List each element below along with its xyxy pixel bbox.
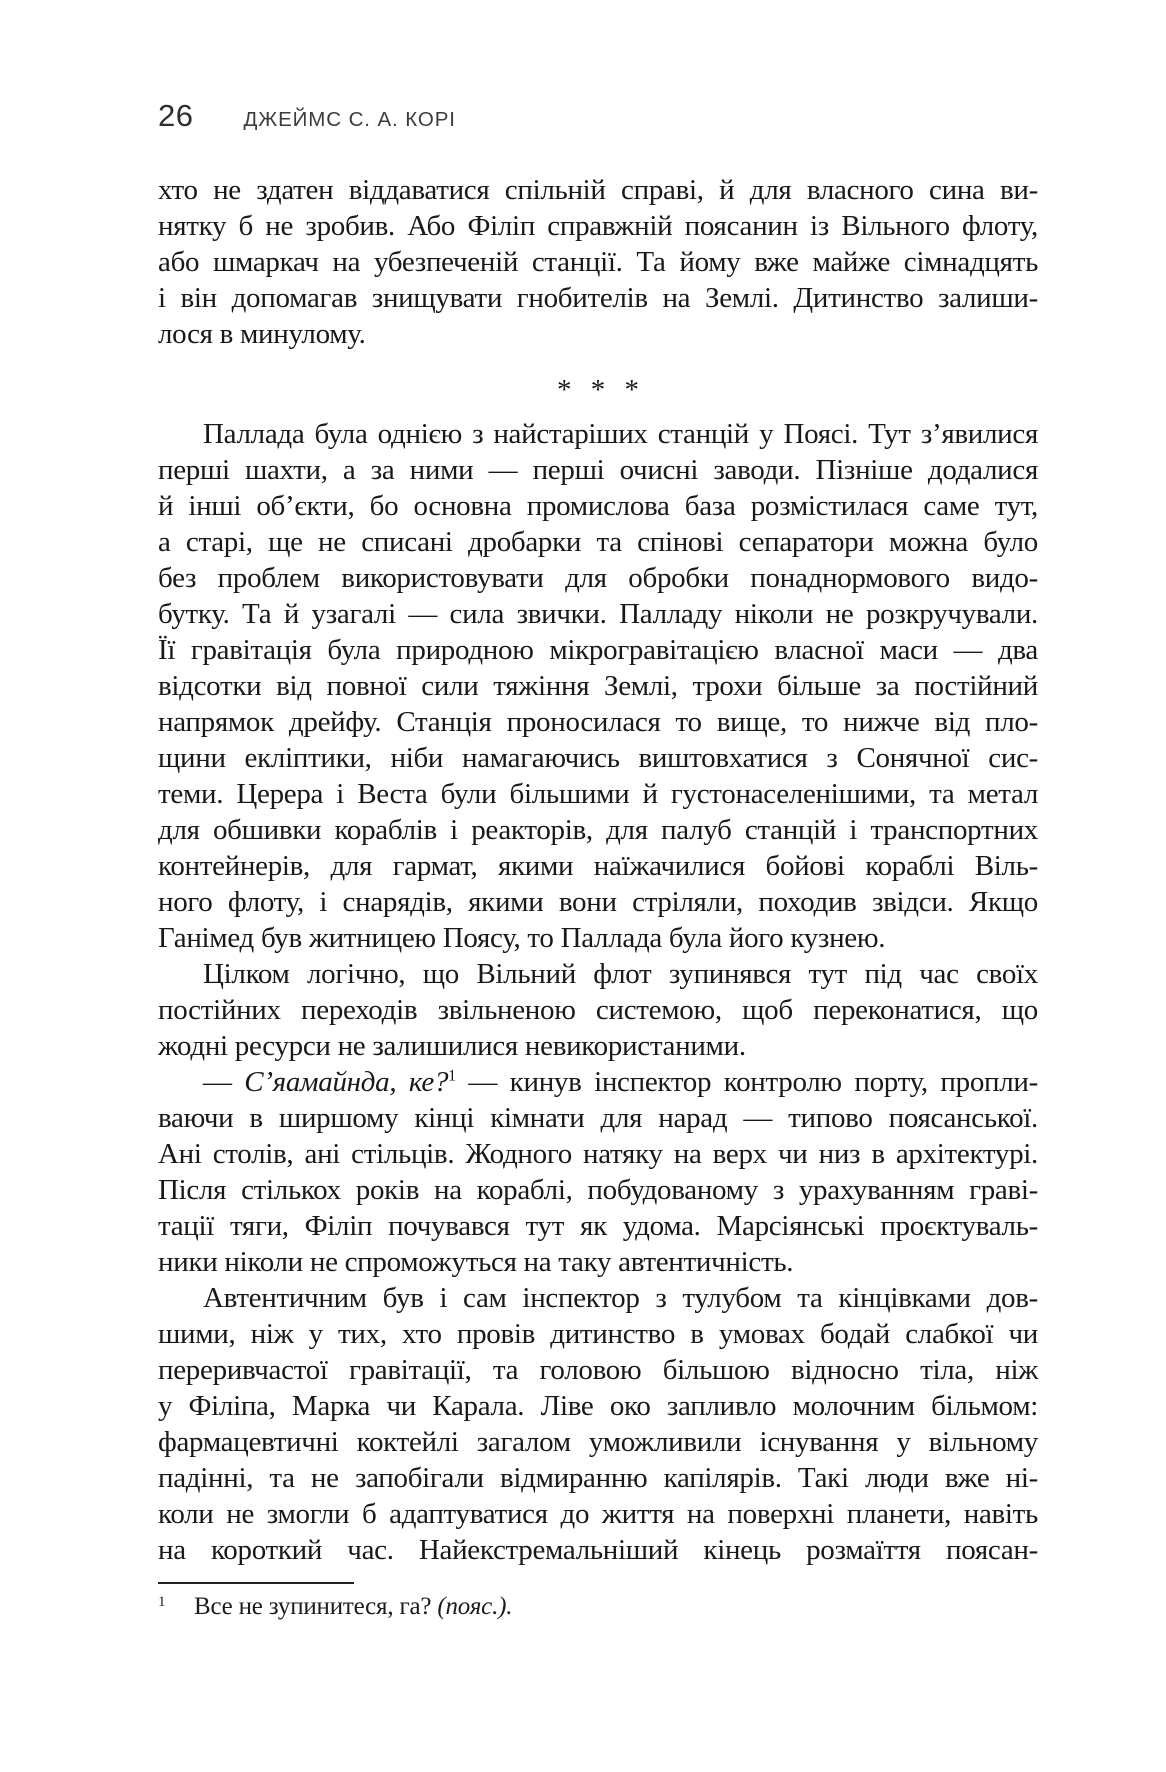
text-line: фармацевтичні коктейлі загалом уможливили існування у вільному [158, 1426, 1038, 1458]
text-line: ники ніколи не спроможуться на таку автентичність. [158, 1246, 794, 1278]
text-line: шими, ніж у тих, хто провів дитинство в умовах бодай слабкої чи [158, 1318, 1038, 1350]
running-header [158, 96, 1038, 140]
text-line-dialogue [158, 1064, 1038, 1100]
text-line: у Філіпа, Марка чи Карала. Ліве око запливло молочним більмом: [158, 1390, 1038, 1422]
text-line: хто не здатен віддаватися спільній справі, й для власного сина ви- [158, 174, 1038, 206]
footnote [158, 1592, 1038, 1625]
text-line: нятку б не зробив. Або Філіп справжній поясанин із Вільного флоту, [158, 210, 1038, 242]
text-line: Паллада була однією з найстаріших станцій у Поясі. Тут з’явилися [203, 418, 1038, 450]
text-line: лося в минулому. [158, 318, 366, 350]
text-line: коли не змогли б адаптуватися до життя на поверхні планети, навіть [158, 1498, 1038, 1530]
text-line: а старі, ще не списані дробарки та спінові сепаратори можна було [158, 526, 1038, 558]
text-line: теми. Церера і Веста були більшими й густонаселенішими, та метал [158, 778, 1038, 810]
paragraph-3 [158, 956, 1038, 1064]
page-number: 26 [158, 98, 194, 133]
text-line: постійних переходів звільненою системою, щоб переконатися, що [158, 994, 1038, 1026]
text-line: і він допомагав знищувати гнобителів на Землі. Дитинство залиши- [158, 282, 1038, 314]
text-line: ваючи в ширшому кінці кімнати для нарад — типово поясанської. [158, 1102, 1038, 1134]
text-line: відсотки від повної сили тяжіння Землі, трохи більше за постійний [158, 670, 1038, 702]
text-line: Автентичним був і сам інспектор з тулубом та кінцівками дов- [203, 1282, 1038, 1314]
text-line: падінні, та не запобігали відмиранню капілярів. Такі люди вже ні- [158, 1462, 1038, 1494]
running-title: ДЖЕЙМС С. А. КОРІ [243, 108, 456, 131]
belter-phrase-italic: С’яамайнда, ке? [244, 1066, 449, 1098]
footnote-divider [158, 1582, 354, 1584]
text-line: ного флоту, і снарядів, якими вони стріляли, походив звідси. Якщо [158, 886, 1038, 918]
section-separator [158, 368, 1038, 404]
text-line: тації тяги, Філіп почувався тут як удома. Марсіянські проєктуваль- [158, 1210, 1038, 1242]
text-line: напрямок дрейфу. Станція проносилася то вище, то нижче від пло- [158, 706, 1038, 738]
text-line: Цілком логічно, що Вільний флот зупинявся тут під час своїх [203, 958, 1038, 990]
text-line: контейнерів, для гармат, якими наїжачилися бойові кораблі Віль- [158, 850, 1038, 882]
text-line: для обшивки кораблів і реакторів, для палуб станцій і транспортних [158, 814, 1038, 846]
text-line: на короткий час. Найекстремальніший кінець розмаїття поясан- [158, 1534, 1038, 1566]
body-text-block [158, 172, 1038, 1625]
text-line: Її гравітація була природною мікрогравітацією власної маси — два [158, 634, 1038, 666]
text-line: й інші об’єкти, бо основна промислова база розмістилася саме тут, [158, 490, 1038, 522]
asterisk-separator: * * * [557, 374, 639, 406]
paragraph-5 [158, 1280, 1038, 1568]
text-line: Ганімед був житницею Поясу, то Паллада була його кузнею. [158, 922, 886, 954]
dialogue-rest: — кинув інспектор контролю порту, пропли- [455, 1066, 1038, 1098]
dialogue-dash: — [203, 1066, 245, 1098]
text-line: переривчастої гравітації, та головою більшою відносно тіла, ніж [158, 1354, 1038, 1386]
footnote-reference: 1 [448, 1067, 456, 1085]
text-line: Ані столів, ані стільців. Жодного натяку на верх чи низ в архітектурі. [158, 1138, 1038, 1170]
text-line: Після стількох років на кораблі, побудованому з урахуванням граві- [158, 1174, 1038, 1206]
text-line: перші шахти, а за ними — перші очисні заводи. Пізніше додалися [158, 454, 1038, 486]
text-line: жодні ресурси не залишилися невикористаними. [158, 1030, 746, 1062]
text-line: або шмаркач на убезпеченій станції. Та йому вже майже сімнадцять [158, 246, 1038, 278]
paragraph-2 [158, 416, 1038, 956]
paragraph-1 [158, 172, 1038, 352]
text-line: без проблем використовувати для обробки понаднормового видо- [158, 562, 1038, 594]
text-line: бутку. Та й узагалі — сила звички. Палладу ніколи не розкручували. [158, 598, 1038, 630]
paragraph-4 [158, 1064, 1038, 1280]
footnote-source-italic: (пояс.). [437, 1593, 513, 1620]
footnote-marker: 1 [158, 1594, 166, 1610]
text-line: щини екліптики, ніби намагаючись виштовхатися з Сонячної сис- [158, 742, 1038, 774]
footnote-text: Все не зупинитеся, га? [194, 1593, 438, 1620]
